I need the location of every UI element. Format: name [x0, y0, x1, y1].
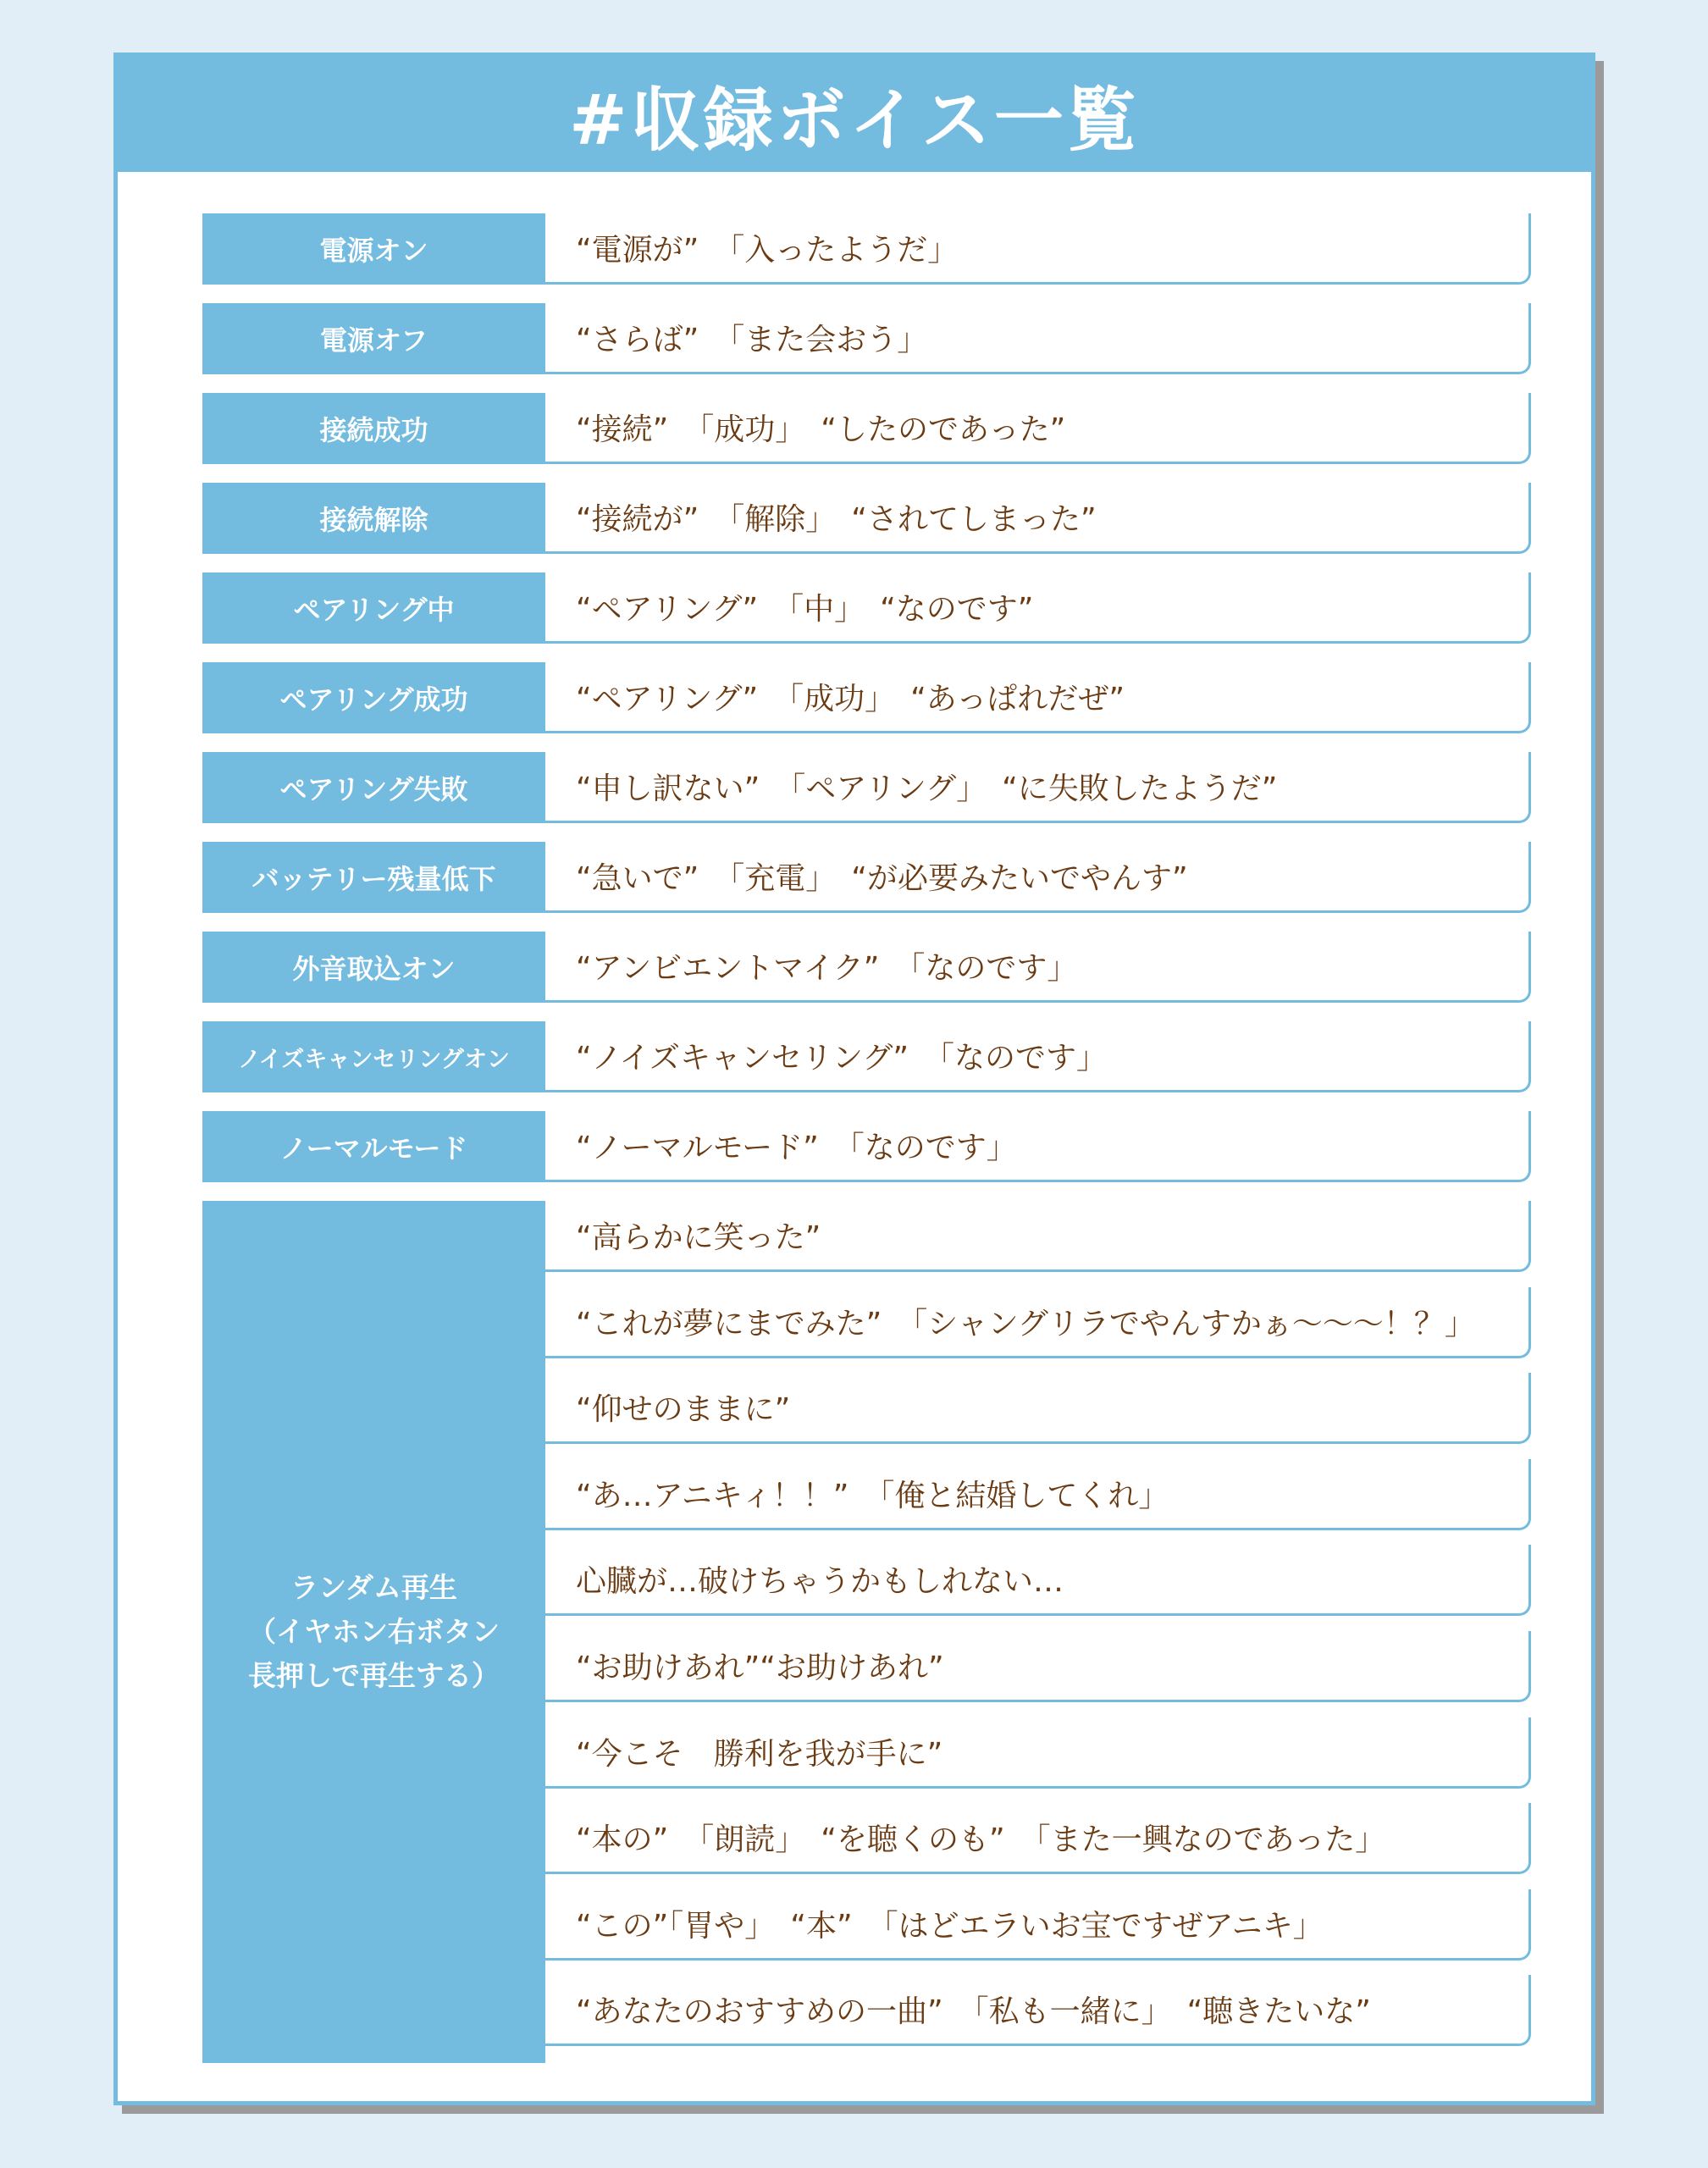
table-row	[202, 572, 1531, 644]
random-label-line: ランダム再生	[290, 1571, 457, 1604]
random-voice-item: “高らかに笑った”	[545, 1201, 1531, 1272]
random-label-line: （イヤホン右ボタン	[248, 1615, 500, 1648]
table-row	[202, 842, 1531, 913]
random-voice-item: “仰せのままに”	[545, 1373, 1531, 1444]
row-value: “ペアリング” 「成功」 “あっぱれだぜ”	[545, 662, 1531, 733]
random-play-group	[202, 1201, 1531, 2063]
row-label: 電源オン	[202, 213, 545, 285]
random-voice-item: “あ…アニキィ！！” 「俺と結婚してくれ」	[545, 1459, 1531, 1530]
row-label: ノイズキャンセリングオン	[202, 1021, 545, 1092]
row-label: ペアリング中	[202, 572, 545, 644]
table-row	[202, 213, 1531, 285]
random-play-label	[202, 1201, 545, 2063]
row-label: 接続解除	[202, 483, 545, 554]
row-label: 電源オフ	[202, 303, 545, 374]
row-value: “ペアリング” 「中」 “なのです”	[545, 572, 1531, 644]
random-voice-item: “この”「胃や」 “本” 「はどエラいお宝ですぜアニキ」	[545, 1889, 1531, 1961]
row-value: “申し訳ない” 「ペアリング」 “に失敗したようだ”	[545, 752, 1531, 823]
row-label: 外音取込オン	[202, 932, 545, 1003]
table-row	[202, 393, 1531, 464]
random-voice-item: “今こそ 勝利を我が手に”	[545, 1717, 1531, 1789]
row-value: “電源が” 「入ったようだ」	[545, 213, 1531, 285]
table-row	[202, 1021, 1531, 1092]
table-row	[202, 932, 1531, 1003]
row-label: ノーマルモード	[202, 1111, 545, 1182]
random-voice-item: 心臓が…破けちゃうかもしれない…	[545, 1545, 1531, 1616]
table-row	[202, 662, 1531, 733]
random-voice-list	[545, 1201, 1531, 2063]
voice-list-card	[113, 53, 1595, 2105]
table-row	[202, 483, 1531, 554]
row-value: “接続” 「成功」 “したのであった”	[545, 393, 1531, 464]
random-voice-item: “本の” 「朗読」 “を聴くのも” 「また一興なのであった」	[545, 1803, 1531, 1874]
row-label: ペアリング成功	[202, 662, 545, 733]
row-label: ペアリング失敗	[202, 752, 545, 823]
voice-table	[202, 213, 1531, 2063]
row-value: “急いで” 「充電」 “が必要みたいでやんす”	[545, 842, 1531, 913]
row-value: “ノイズキャンセリング” 「なのです」	[545, 1021, 1531, 1092]
random-voice-item: “あなたのおすすめの一曲” 「私も一緒に」 “聴きたいな”	[545, 1975, 1531, 2046]
row-value: “アンビエントマイク” 「なのです」	[545, 932, 1531, 1003]
row-value: “接続が” 「解除」 “されてしまった”	[545, 483, 1531, 554]
header-bar	[118, 57, 1591, 172]
random-label-line: 長押しで再生する）	[248, 1659, 500, 1692]
row-value: “さらば” 「また会おう」	[545, 303, 1531, 374]
table-row	[202, 752, 1531, 823]
row-value: “ノーマルモード” 「なのです」	[545, 1111, 1531, 1182]
random-voice-item: “これが夢にまでみた” 「シャングリラでやんすかぁ〜〜〜！？」	[545, 1287, 1531, 1358]
row-label: 接続成功	[202, 393, 545, 464]
row-label: バッテリー残量低下	[202, 842, 545, 913]
table-row	[202, 1111, 1531, 1182]
table-row	[202, 303, 1531, 374]
random-voice-item: “お助けあれ”“お助けあれ”	[545, 1631, 1531, 1702]
page-title: #収録ボイス一覧	[569, 80, 1140, 161]
